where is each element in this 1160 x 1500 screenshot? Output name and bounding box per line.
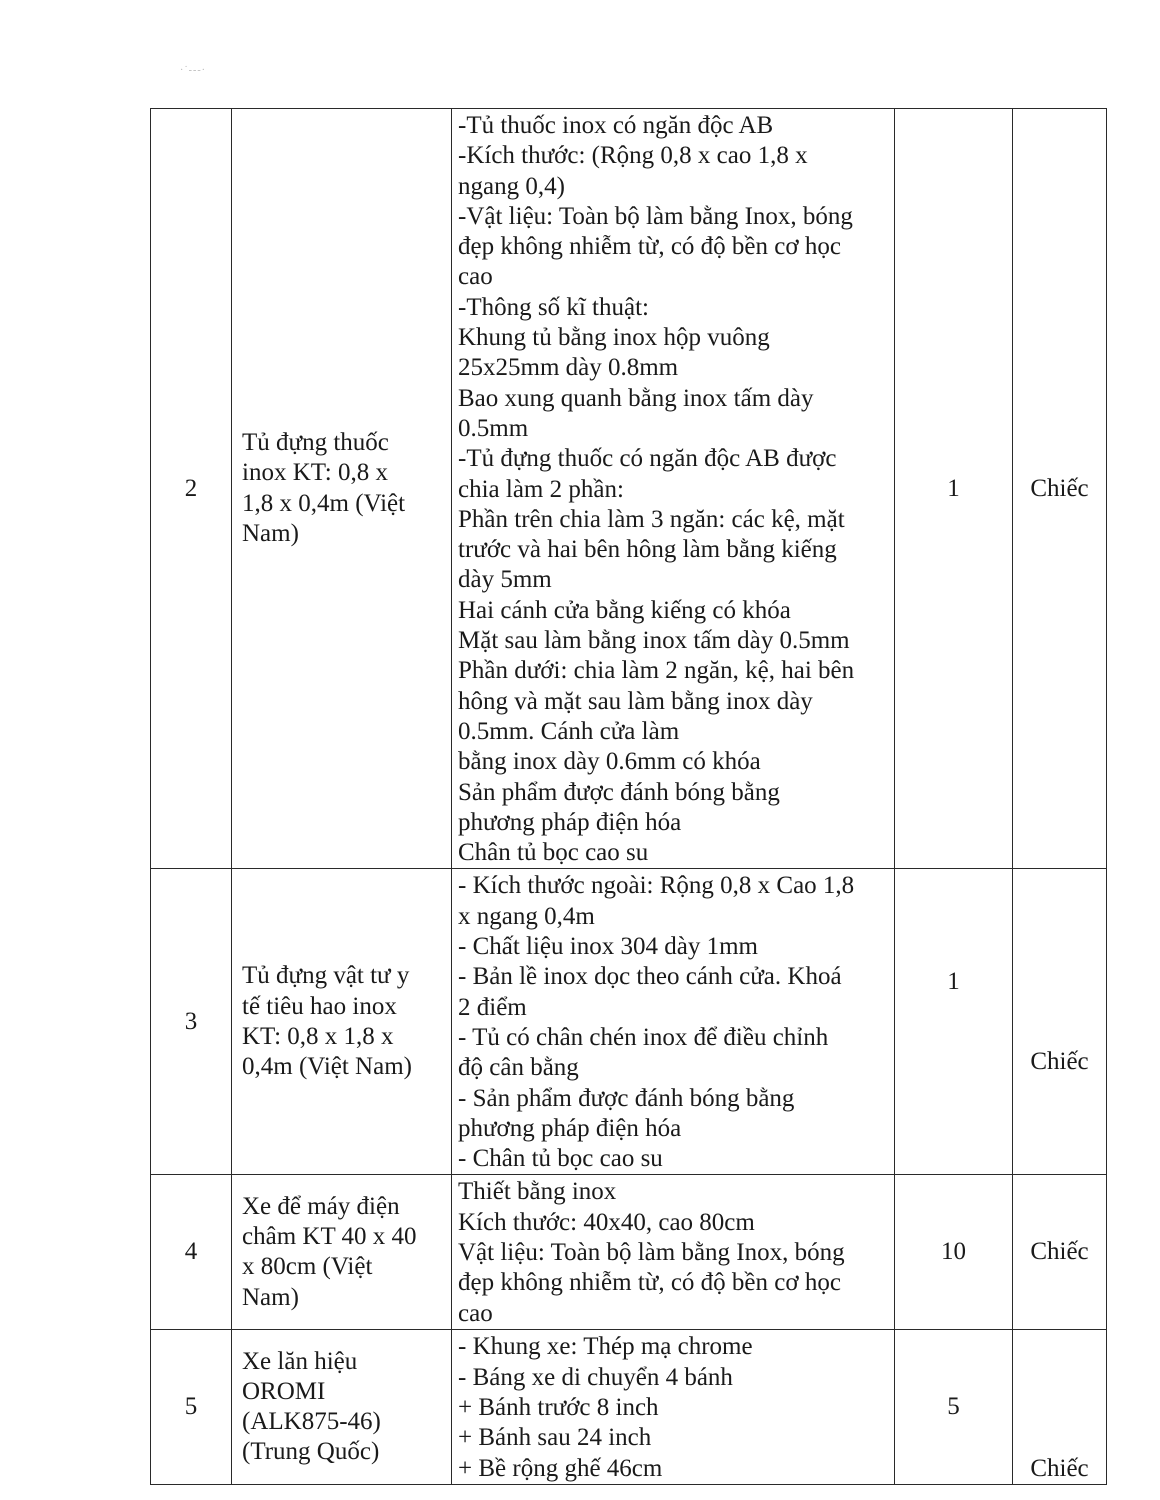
item-unit xyxy=(1013,1330,1107,1484)
item-name-line: KT: 0,8 x 1,8 x xyxy=(242,1022,394,1050)
spec-line: bằng inox dày 0.6mm có khóa xyxy=(458,748,761,776)
spec-line: - Sản phẩm được đánh bóng bằng xyxy=(458,1084,795,1112)
item-name-line: x 80cm (Việt xyxy=(242,1253,373,1281)
table-row xyxy=(151,1175,1107,1330)
spec-line: phương pháp điện hóa xyxy=(458,1114,682,1142)
quantity-value: 1 xyxy=(947,474,960,502)
spec-line: -Tủ thuốc inox có ngăn độc AB xyxy=(458,112,774,139)
item-name-line: Tủ đựng vật tư y xyxy=(242,962,410,990)
spec-line: cao xyxy=(458,1299,493,1327)
spec-line: cao xyxy=(458,263,493,291)
item-name-line: OROMI xyxy=(242,1377,326,1405)
spec-line: - Chất liệu inox 304 dày 1mm xyxy=(458,933,758,961)
spec-line: 0.5mm. Cánh cửa làm xyxy=(458,717,680,745)
spec-line: phương pháp điện hóa xyxy=(458,808,682,836)
quantity-value: 1 xyxy=(947,967,960,995)
spec-line: chia làm 2 phần: xyxy=(458,475,624,503)
spec-line: Vật liệu: Toàn bộ làm bằng Inox, bóng xyxy=(458,1238,845,1266)
item-name-line: (Trung Quốc) xyxy=(242,1438,380,1466)
spec-line: Mặt sau làm bằng inox tấm dày 0.5mm xyxy=(458,627,850,655)
item-specification xyxy=(452,869,895,1175)
unit-value: Chiếc xyxy=(1030,1047,1089,1075)
item-name xyxy=(232,109,452,869)
row-number: 3 xyxy=(151,869,232,1175)
item-name-line: châm KT 40 x 40 xyxy=(242,1223,417,1251)
spec-line: - Khung xe: Thép mạ chrome xyxy=(458,1333,753,1361)
table-body xyxy=(151,109,1107,1485)
spec-line: -Vật liệu: Toàn bộ làm bằng Inox, bóng xyxy=(458,202,853,230)
item-name-line: inox KT: 0,8 x xyxy=(242,459,388,487)
equipment-table xyxy=(150,108,1107,1485)
row-number: 2 xyxy=(151,109,232,869)
spec-line: dày 5mm xyxy=(458,566,552,594)
table-row xyxy=(151,109,1107,869)
item-name-line: Nam) xyxy=(242,1283,299,1311)
spec-line: Thiết bằng inox xyxy=(458,1178,617,1206)
quantity-value: 5 xyxy=(947,1392,960,1420)
spec-line: + Bề rộng ghế 46cm xyxy=(458,1454,663,1482)
item-quantity xyxy=(895,1330,1013,1484)
item-unit xyxy=(1013,1175,1107,1330)
item-specification xyxy=(452,1330,895,1484)
spec-line: độ cân bằng xyxy=(458,1054,579,1082)
spec-line: Kích thước: 40x40, cao 80cm xyxy=(458,1208,755,1236)
item-name-line: 0,4m (Việt Nam) xyxy=(242,1053,412,1081)
item-name xyxy=(232,1330,452,1484)
item-name xyxy=(232,869,452,1175)
row-number: 4 xyxy=(151,1175,232,1330)
item-specification xyxy=(452,1175,895,1330)
scan-mark: ·˙‐‐‐· xyxy=(180,65,206,76)
spec-line: 25x25mm dày 0.8mm xyxy=(458,354,679,382)
spec-line: - Kích thước ngoài: Rộng 0,8 x Cao 1,8 xyxy=(458,872,855,900)
table-row xyxy=(151,869,1107,1175)
quantity-value: 10 xyxy=(941,1238,966,1266)
item-specification xyxy=(452,109,895,869)
spec-line: Bao xung quanh bằng inox tấm dày xyxy=(458,384,814,412)
spec-line: Hai cánh cửa bằng kiếng có khóa xyxy=(458,596,791,624)
spec-line: Chân tủ bọc cao su xyxy=(458,839,649,867)
spec-line: + Bánh trước 8 inch xyxy=(458,1393,659,1421)
spec-line: -Thông số kĩ thuật: xyxy=(458,293,649,321)
item-name xyxy=(232,1175,452,1330)
spec-line: 0.5mm xyxy=(458,414,529,442)
spec-line: trước và hai bên hông làm bằng kiếng xyxy=(458,536,837,564)
spec-line: + Bánh sau 24 inch xyxy=(458,1424,652,1452)
spec-line: - Bản lề inox dọc theo cánh cửa. Khoá xyxy=(458,963,842,991)
item-quantity xyxy=(895,1175,1013,1330)
item-name-line: 1,8 x 0,4m (Việt xyxy=(242,489,406,517)
item-name-line: Nam) xyxy=(242,520,299,547)
spec-line: hông và mặt sau làm bằng inox dày xyxy=(458,687,813,715)
spec-line: x ngang 0,4m xyxy=(458,902,595,930)
unit-value: Chiếc xyxy=(1030,1454,1089,1482)
spec-line: Phần trên chia làm 3 ngăn: các kệ, mặt xyxy=(458,505,845,533)
spec-line: Khung tủ bằng inox hộp vuông xyxy=(458,324,770,352)
table-row xyxy=(151,1330,1107,1484)
item-unit xyxy=(1013,869,1107,1175)
item-name-line: Xe để máy điện xyxy=(242,1192,400,1220)
spec-line: Phần dưới: chia làm 2 ngăn, kệ, hai bên xyxy=(458,657,855,685)
row-number: 5 xyxy=(151,1330,232,1484)
item-name-line: Xe lăn hiệu xyxy=(242,1347,358,1375)
spec-line: - Tủ có chân chén inox để điều chỉnh xyxy=(458,1023,829,1051)
item-quantity xyxy=(895,109,1013,869)
spec-line: -Kích thước: (Rộng 0,8 x cao 1,8 x xyxy=(458,142,808,170)
spec-line: - Chân tủ bọc cao su xyxy=(458,1145,663,1173)
spec-line: - Báng xe di chuyển 4 bánh xyxy=(458,1363,733,1391)
item-name-line: tế tiêu hao inox xyxy=(242,992,397,1020)
item-unit xyxy=(1013,109,1107,869)
spec-line: ngang 0,4) xyxy=(458,172,565,200)
item-quantity xyxy=(895,869,1013,1175)
unit-value: Chiếc xyxy=(1030,474,1089,502)
unit-value: Chiếc xyxy=(1030,1238,1089,1266)
spec-line: 2 điểm xyxy=(458,993,527,1021)
item-name-line: Tủ đựng thuốc xyxy=(242,429,389,457)
spec-line: -Tủ đựng thuốc có ngăn độc AB được xyxy=(458,445,837,473)
spec-line: đẹp không nhiễm từ, có độ bền cơ học xyxy=(458,1269,841,1297)
item-name-line: (ALK875-46) xyxy=(242,1408,381,1436)
spec-line: Sản phẩm được đánh bóng bằng xyxy=(458,778,780,806)
spec-line: đẹp không nhiễm từ, có độ bền cơ học xyxy=(458,233,841,261)
